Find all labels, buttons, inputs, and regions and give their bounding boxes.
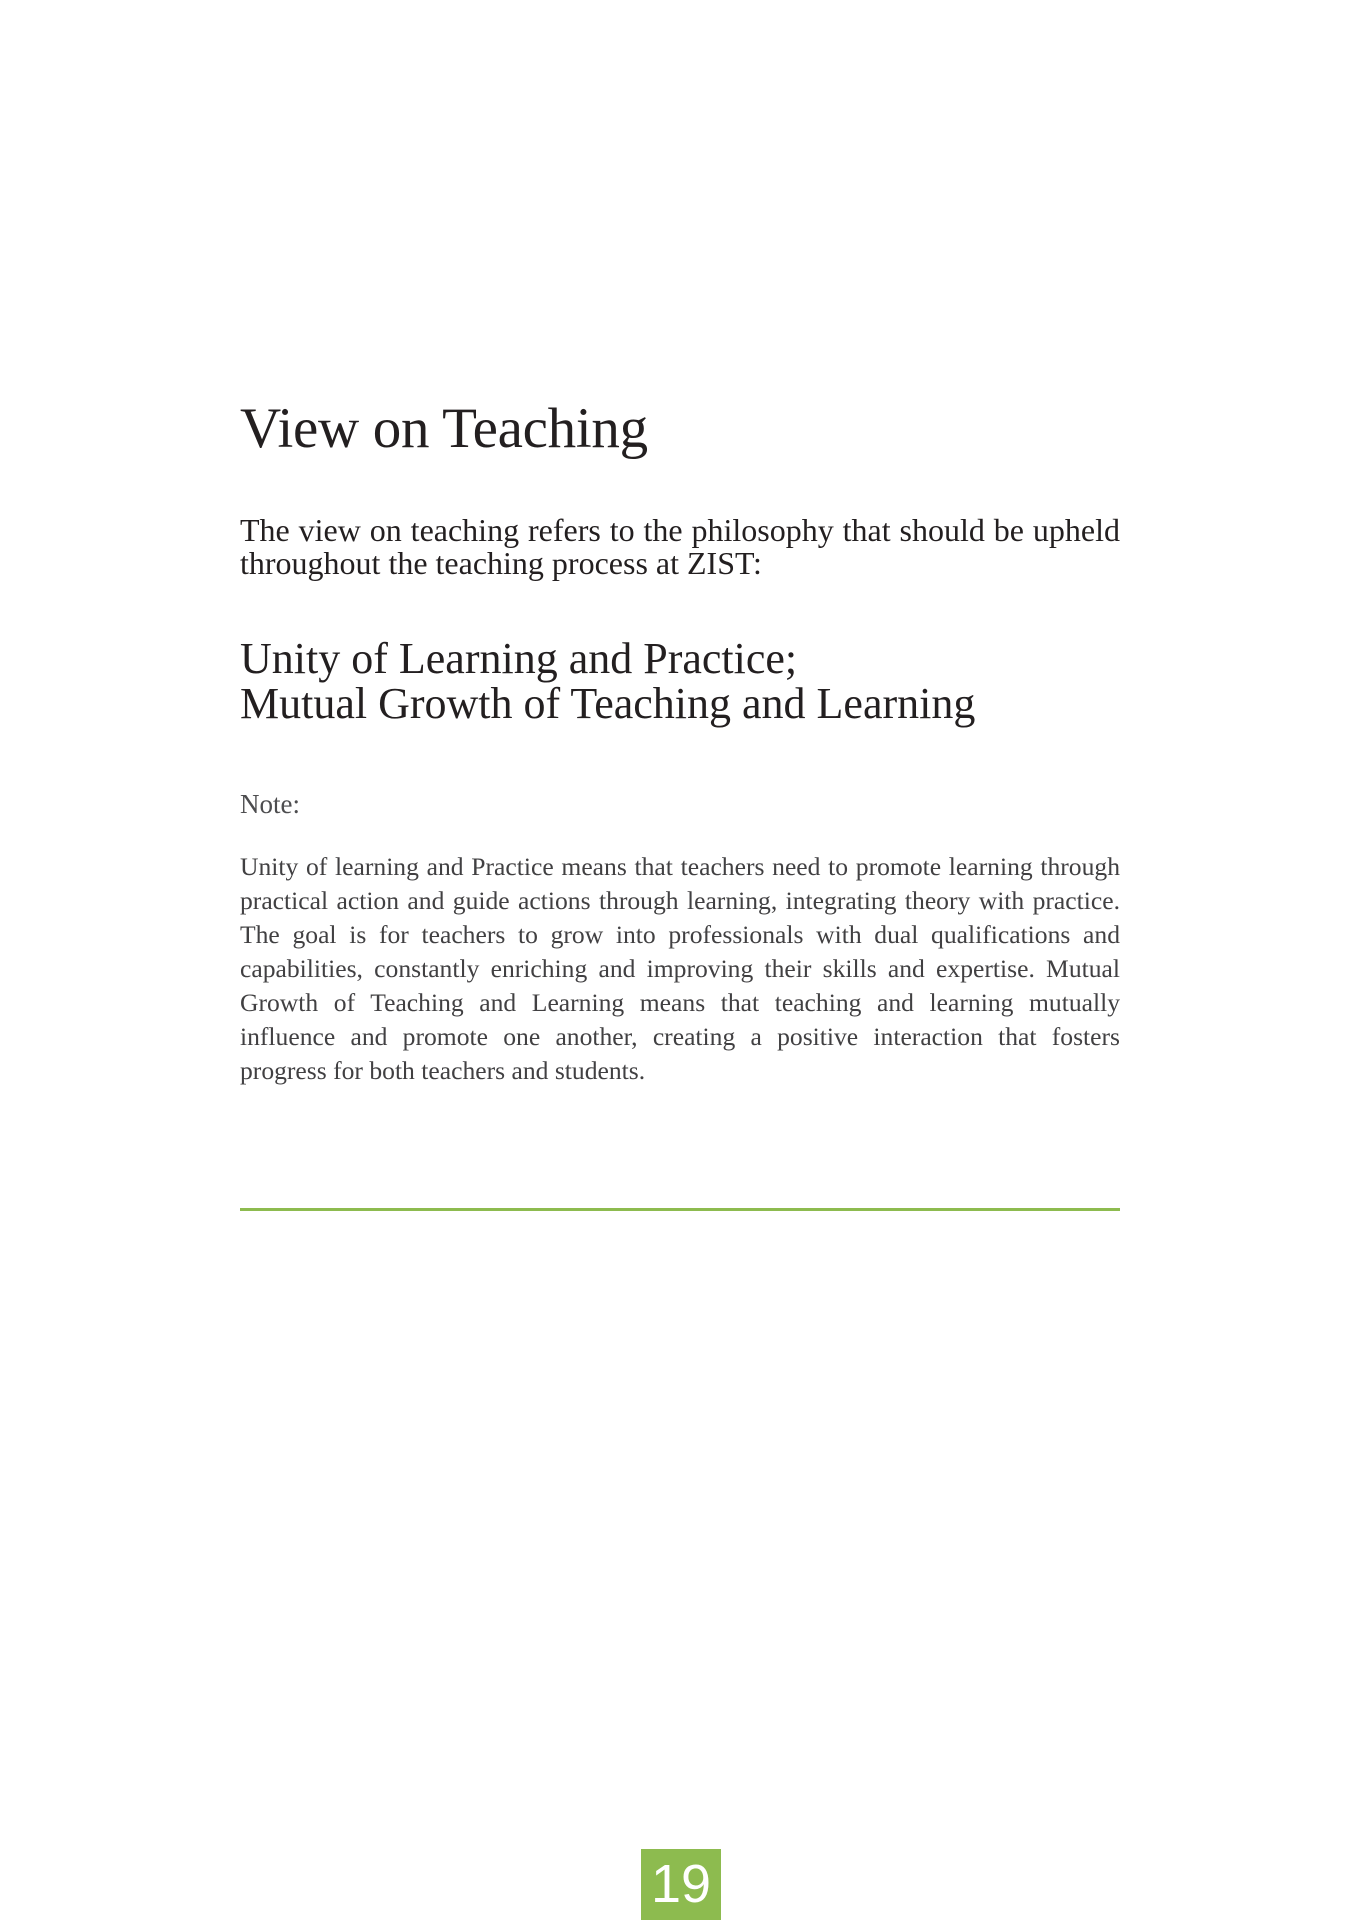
intro-paragraph: The view on teaching refers to the philosophy that should be upheld throughout the teaching process at ZIST: (240, 512, 1120, 581)
principle-line-2: Mutual Growth of Teaching and Learning (240, 679, 976, 728)
principle-heading (240, 636, 1120, 726)
note-body: Unity of learning and Practice means that teachers need to promote learning through practical action and guide actions through learning, integrating theory with practice. The goal is for teachers to grow into professionals with dual qualifications and capabilities, constantly enriching and improving their skills and expertise. Mutual Growth of Teaching and Learning means that teaching and learning mutually influence and promote one another, creating a positive interaction that fosters progress for both teachers and students. (240, 852, 1120, 1085)
page-title: View on Teaching (240, 397, 648, 460)
note-label: Note: (240, 789, 300, 819)
content-column (240, 396, 1120, 1088)
principle-line-1: Unity of Learning and Practice; (240, 634, 798, 683)
section-divider (240, 1208, 1120, 1211)
page-number-badge: 19 (641, 1849, 721, 1920)
